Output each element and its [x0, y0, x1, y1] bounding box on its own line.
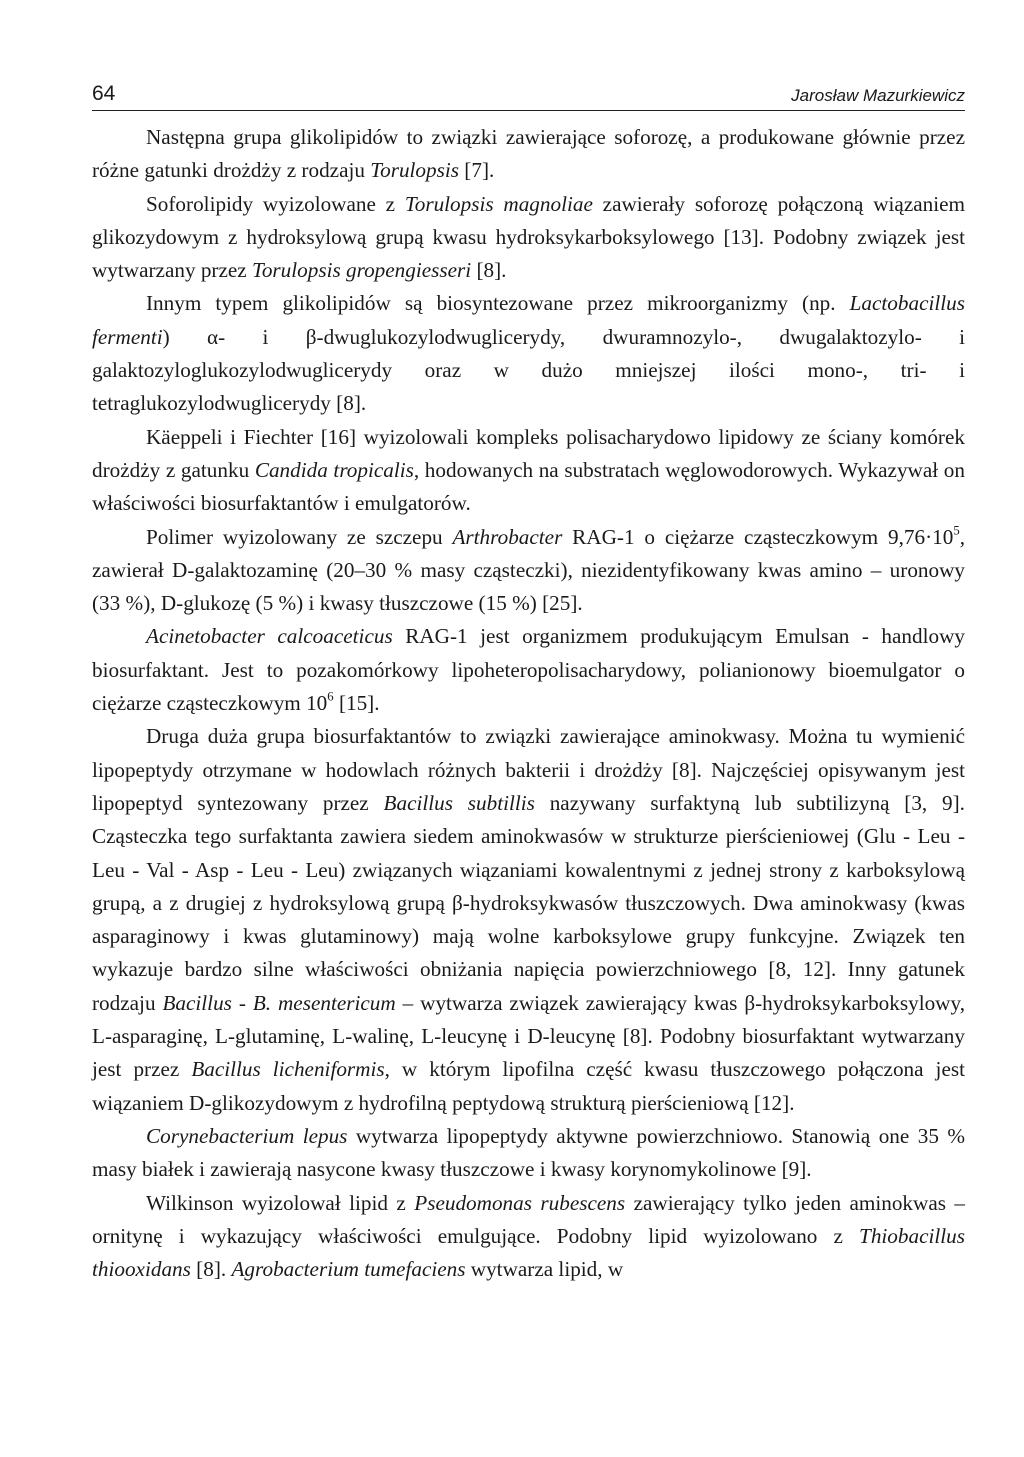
page-number: 64	[92, 82, 116, 105]
body-text	[92, 121, 965, 1286]
superscript: 6	[327, 689, 334, 704]
text-run: , w którym lipofilna część kwasu tłuszczowego połączona jest wiązaniem D-glikozydowym z hydrofilną peptydową strukturą pierścieniową [12].	[92, 1057, 965, 1115]
text-run: – wytwarza związek zawierający kwas β-hydroksykarboksylowy, L-asparaginę, L-glutaminę, L-walinę, L-leucynę i D-leucynę [8]. Podobny biosurfaktant wytwarzany jest przez	[92, 990, 965, 1082]
text-run: zawierały soforozę połączoną wiązaniem glikozydowym z hydroksylową grupą kwasu hydroksykarboksylowego [13]. Podobny związek jest wytwarzany przez	[92, 191, 966, 283]
text-run: wytwarza lipid, w	[465, 1257, 624, 1282]
italic-term: Torulopsis gropengiesseri	[252, 258, 472, 283]
text-run: [15].	[333, 691, 380, 716]
paragraph	[92, 121, 965, 188]
paragraph	[92, 521, 965, 621]
text-run: Soforolipidy wyizolowane z	[146, 191, 405, 216]
paragraph	[92, 188, 965, 288]
italic-term: Lactobacillus fermenti	[92, 291, 965, 349]
text-run: zawierający tylko jeden aminokwas – ornitynę i wykazujący właściwości emulgujące. Podobny lipid wyizolowano z	[92, 1190, 966, 1248]
text-run: RAG-1 o ciężarze cząsteczkowym 9,76·10	[562, 524, 954, 549]
text-run: Wilkinson wyizolował lipid z	[146, 1190, 415, 1215]
paragraph	[92, 720, 965, 1120]
text-run: nazywany surfaktyną lub subtilizyną [3, 9]. Cząsteczka tego surfaktanta zawiera siedem aminokwasów w strukturze pierścieniowej (Glu - Leu - Leu - Val - Asp - Leu - Leu) związanych wiązaniami kowalentnymi z jednej strony z karboksylową grupą, a z drugiej z hydroksylową grupą β-hydroksykwasów tłuszczowych. Dwa aminokwasy (kwas asparaginowy i kwas glutaminowy) mają wolne karboksylowe grupy funkcyjne. Związek ten wykazuje bardzo silne właściwości obniżania napięcia powierzchniowego [8, 12]. Inny gatunek rodzaju	[92, 790, 965, 1015]
text-run: ) α- i β-dwuglukozylodwuglicerydy, dwuramnozylo-, dwugalaktozylo- i galaktozyloglukozylodwuglicerydy oraz w dużo mniejszej ilości mono-, tri- i tetraglukozylodwuglicerydy [8].	[92, 324, 965, 416]
italic-term: Bacillus - B. mesentericum	[162, 990, 396, 1015]
italic-term: Torulopsis	[370, 158, 459, 183]
italic-term: Arthrobacter	[452, 524, 563, 549]
italic-term: Torulopsis magnoliae	[404, 191, 593, 216]
text-run: , hodowanych na substratach węglowodorowych. Wykazywał on właściwości biosurfaktantów i emulgatorów.	[92, 457, 965, 516]
italic-term: Agrobacterium tumefaciens	[231, 1257, 466, 1282]
text-run: wytwarza lipopeptydy aktywne powierzchniowo. Stanowią one 35 % masy białek i zawierają nasycone kwasy tłuszczowe i kwasy korynomykolinowe [9].	[92, 1123, 965, 1182]
superscript: 5	[953, 523, 960, 538]
paragraph	[92, 287, 965, 420]
italic-term: Thiobacillus thiooxidans	[92, 1223, 965, 1282]
text-run: Następna grupa glikolipidów to związki zawierające soforozę, a produkowane głównie przez różne gatunki drożdży z rodzaju	[92, 125, 965, 183]
italic-term: Pseudomonas rubescens	[414, 1190, 626, 1215]
paragraph	[92, 1120, 965, 1187]
page-header	[92, 82, 965, 111]
italic-term: Acinetobacter calcoaceticus	[146, 624, 393, 649]
text-run: Polimer wyizolowany ze szczepu	[146, 524, 453, 549]
running-head-author: Jarosław Mazurkiewicz	[791, 86, 965, 105]
text-run: Käeppeli i Fiechter [16] wyizolowali kompleks polisacharydowo lipidowy ze ściany komórek drożdży z gatunku	[92, 424, 965, 482]
text-run: [7].	[459, 158, 495, 183]
text-run: [8].	[471, 258, 507, 283]
italic-term: Corynebacterium lepus	[146, 1123, 348, 1148]
italic-term: Candida tropicalis	[254, 457, 414, 482]
text-run: [8].	[190, 1257, 232, 1282]
paragraph	[92, 421, 965, 521]
italic-term: Bacillus subtillis	[383, 790, 535, 815]
paragraph	[92, 1187, 965, 1287]
italic-term: Bacillus licheniformis	[191, 1057, 385, 1082]
paragraph	[92, 620, 965, 720]
text-run: RAG-1 jest organizmem produkującym Emulsan - handlowy biosurfaktant. Jest to pozakomórkowy lipoheteropolisacharydowy, polianionowy bioemulgator o ciężarze cząsteczkowym 10	[92, 624, 965, 716]
text-run: Druga duża grupa biosurfaktantów to związki zawierające aminokwasy. Można tu wymienić lipopeptydy otrzymane w hodowlach różnych bakterii i drożdży [8]. Najczęściej opisywanym jest lipopeptyd syntezowany przez	[92, 724, 965, 815]
text-run: , zawierał D-galaktozaminę (20–30 % masy cząsteczki), niezidentyfikowany kwas amino – uronowy (33 %), D-glukozę (5 %) i kwasy tłuszczowe (15 %) [25].	[92, 524, 965, 616]
text-run: Innym typem glikolipidów są biosyntezowane przez mikroorganizmy (np.	[146, 291, 850, 316]
page	[92, 82, 965, 1286]
